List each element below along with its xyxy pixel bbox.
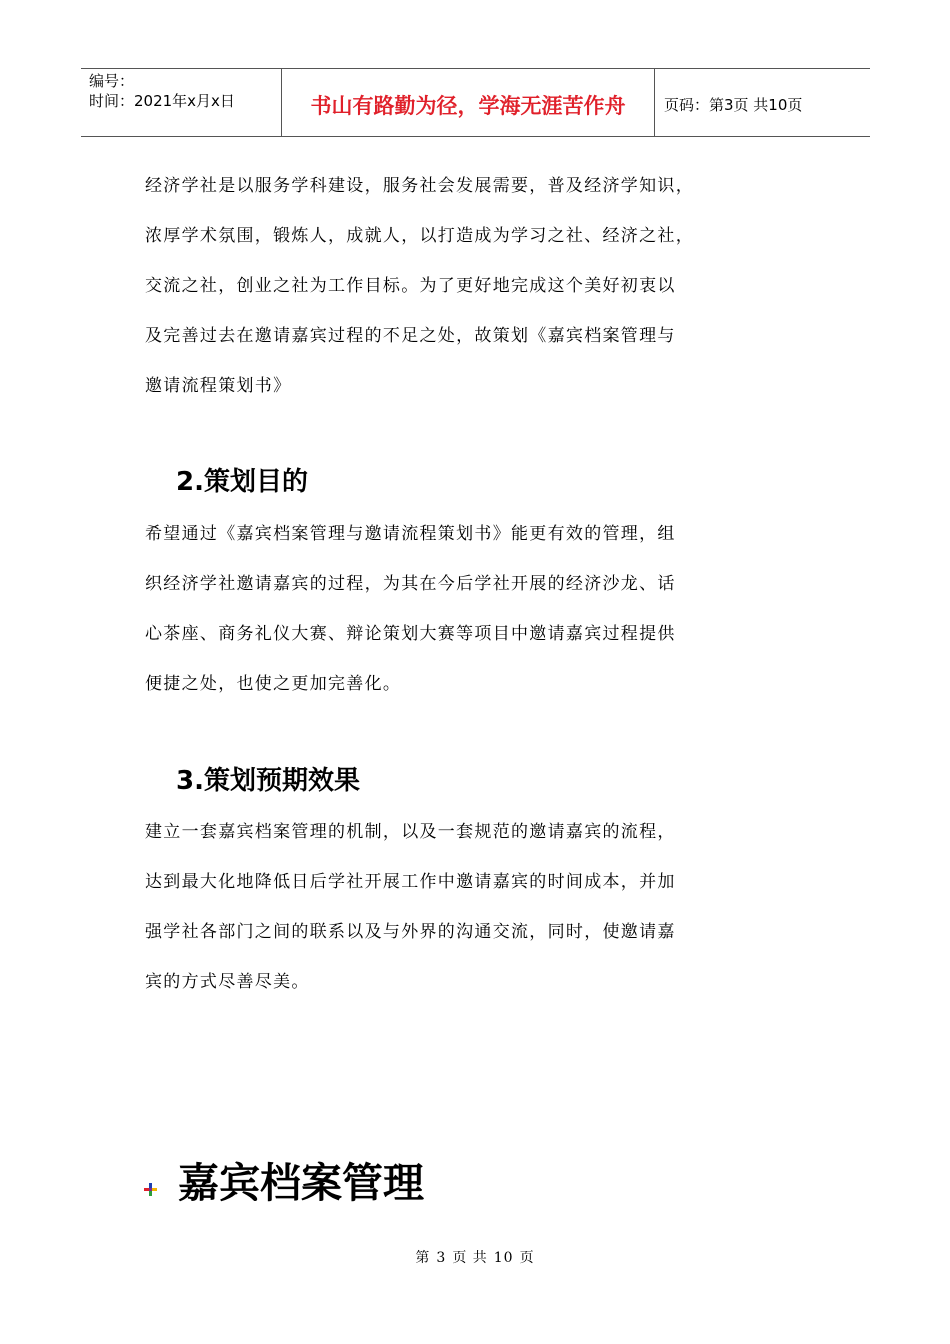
paragraph-line: 织经济学社邀请嘉宾的过程，为其在今后学社开展的经济沙龙、话 (145, 574, 676, 594)
paragraph-line: 便捷之处，也使之更加完善化。 (145, 674, 402, 694)
document-number-label: 编号： (89, 72, 135, 90)
big-section-heading: 嘉宾档案管理 (178, 1159, 424, 1207)
paragraph-line: 经济学社是以服务学科建设，服务社会发展需要，普及经济学知识， (145, 176, 694, 196)
footer-suffix: 页 (519, 1250, 535, 1266)
footer-prefix: 第 (415, 1250, 431, 1266)
header-motto: 书山有路勤为径，学海无涯苦作舟 (282, 69, 655, 136)
intro-paragraph (145, 161, 810, 411)
paragraph-line: 心茶座、商务礼仪大赛、辩论策划大赛等项目中邀请嘉宾过程提供 (145, 624, 676, 644)
section-3-paragraph (145, 807, 810, 1007)
paragraph-line: 希望通过《嘉宾档案管理与邀请流程策划书》能更有效的管理，组 (145, 524, 676, 544)
footer-page-number: 3 (436, 1250, 447, 1266)
paragraph-line: 达到最大化地降低日后学社开展工作中邀请嘉宾的时间成本，并加 (145, 872, 676, 892)
section-3-heading: 3.策划预期效果 (176, 766, 360, 796)
header-page-info: 页码：第3页 共10页 (664, 96, 803, 114)
page-footer (0, 1247, 950, 1267)
section-2-paragraph (145, 509, 810, 709)
footer-mid: 页 共 (452, 1250, 488, 1266)
document-time-label: 时间：2021年x月x日 (89, 92, 235, 110)
paragraph-line: 强学社各部门之间的联系以及与外界的沟通交流，同时，使邀请嘉 (145, 922, 676, 942)
paragraph-line: 浓厚学术氛围，锻炼人，成就人，以打造成为学习之社、经济之社， (145, 226, 694, 246)
paragraph-line: 宾的方式尽善尽美。 (145, 972, 310, 992)
paragraph-line: 邀请流程策划书》 (145, 376, 292, 396)
paragraph-line: 交流之社，创业之社为工作目标。为了更好地完成这个美好初衷以 (145, 276, 676, 296)
footer-total-pages: 10 (493, 1250, 514, 1266)
section-2-heading: 2.策划目的 (176, 467, 308, 497)
page-header (81, 68, 870, 137)
header-meta-cell (81, 69, 282, 136)
paragraph-line: 及完善过去在邀请嘉宾过程的不足之处，故策划《嘉宾档案管理与 (145, 326, 676, 346)
four-color-diamond-bullet-icon (144, 1183, 157, 1196)
paragraph-line: 建立一套嘉宾档案管理的机制，以及一套规范的邀请嘉宾的流程， (145, 822, 676, 842)
